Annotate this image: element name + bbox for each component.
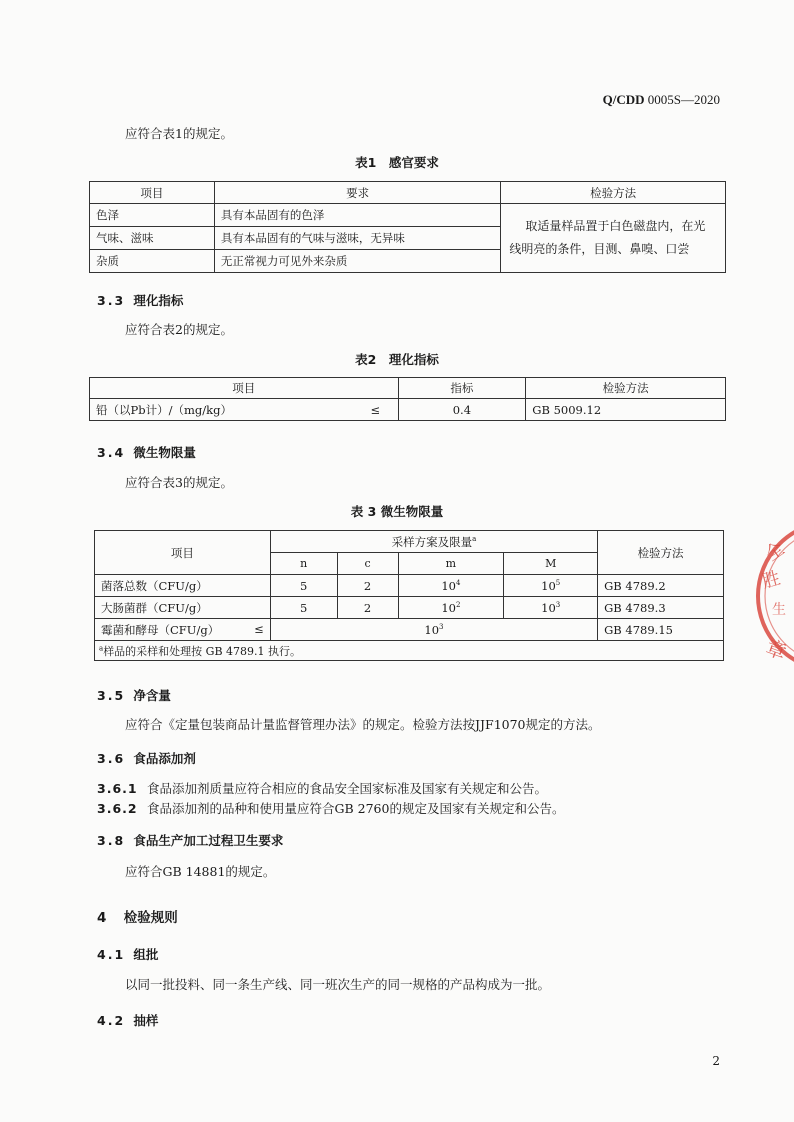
section-number: 3.6.1	[97, 781, 138, 796]
section-number: 3.5	[97, 688, 126, 703]
table3-cell-m: $10^4$	[398, 575, 504, 597]
section-4-heading	[97, 906, 178, 926]
table3-caption: 表 3 微生物限量	[350, 504, 444, 519]
table3-cell-m: $10^2$	[398, 597, 504, 619]
section-3-5-heading	[97, 686, 171, 704]
section-3-4-heading	[97, 443, 196, 461]
table3-cell-item: 大肠菌群（CFU/g）	[95, 597, 271, 619]
table3-cell-item: 霉菌和酵母（CFU/g） ≤	[95, 619, 271, 641]
table1-intro: 应符合表1的规定。	[125, 126, 233, 141]
table2-header-method: 检验方法	[526, 378, 726, 399]
section-3-3-heading	[97, 291, 183, 309]
table3-cell-M: $10^3$	[504, 597, 598, 619]
section-title: 微生物限量	[133, 445, 196, 460]
section-3-6-2	[97, 799, 564, 817]
table2-cell-symbol: ≤	[353, 399, 398, 421]
table3-cell-c: 2	[337, 575, 398, 597]
table3-microbial	[94, 530, 724, 661]
section-3-5-text: 应符合《定量包装商品计量监督管理办法》的规定。检验方法按JJF1070规定的方法。	[125, 717, 601, 732]
table3-cell-n: 5	[270, 597, 337, 619]
section-3-4-text: 应符合表3的规定。	[125, 475, 233, 490]
table3-cell-n: 5	[270, 575, 337, 597]
table3-cell-mold-limit: $10^3$	[270, 619, 597, 641]
standard-code: Q/CDD	[602, 92, 645, 107]
section-title: 抽样	[133, 1013, 159, 1028]
table3-header-item: 项目	[95, 531, 271, 575]
table1-cell-req: 具有本品固有的色泽	[214, 204, 501, 227]
table3-subheader-n: n	[270, 553, 337, 575]
table3-header-plan: 采样方案及限量$^a$	[270, 531, 597, 553]
section-3-6-heading	[97, 749, 196, 767]
table2-cell-value: 0.4	[398, 399, 526, 421]
section-3-6-1	[97, 779, 547, 797]
table3-cell-item: 菌落总数（CFU/g）	[95, 575, 271, 597]
table2-caption: 表2 理化指标	[355, 352, 439, 367]
table-row	[90, 204, 726, 227]
section-3-3-text: 应符合表2的规定。	[125, 322, 233, 337]
table-row	[90, 399, 726, 421]
table2-cell-method: GB 5009.12	[526, 399, 726, 421]
section-number: 3.8	[97, 833, 126, 848]
table-row	[95, 597, 724, 619]
section-text: 食品添加剂的品种和使用量应符合GB 2760的规定及国家有关规定和公告。	[147, 801, 565, 816]
section-title: 组批	[133, 947, 159, 962]
section-title: 检验规则	[123, 910, 178, 926]
table1-method-line2: 线明亮的条件，目测、鼻嗅、口尝	[509, 242, 690, 256]
table1-header-item: 项目	[90, 182, 215, 204]
table1-header-req: 要求	[214, 182, 501, 204]
table3-header-method: 检验方法	[598, 531, 724, 575]
svg-text:章: 章	[762, 635, 790, 665]
table3-cell-method: GB 4789.15	[598, 619, 724, 641]
section-title: 理化指标	[133, 293, 184, 308]
section-title: 净含量	[133, 688, 171, 703]
section-number: 4.1	[97, 947, 126, 962]
section-number: 3.3	[97, 293, 126, 308]
table3-subheader-m: m	[398, 553, 504, 575]
section-3-8-heading	[97, 831, 283, 849]
table1-cell-item: 气味、滋味	[90, 227, 215, 250]
table-row	[95, 619, 724, 641]
section-title: 食品添加剂	[133, 751, 196, 766]
company-seal-stamp	[752, 508, 794, 683]
table3-subheader-c: c	[337, 553, 398, 575]
table2-header-item: 项目	[90, 378, 399, 399]
table3-cell-method: GB 4789.3	[598, 597, 724, 619]
svg-text:生: 生	[772, 602, 786, 618]
section-title: 食品生产加工过程卫生要求	[133, 833, 284, 848]
section-4-1-heading	[97, 945, 158, 963]
table1-cell-req: 具有本品固有的气味与滋味，无异味	[214, 227, 501, 250]
section-text: 食品添加剂质量应符合相应的食品安全国家标准及国家有关规定和公告。	[147, 781, 548, 796]
section-number: 4.2	[97, 1013, 126, 1028]
table1-header-method: 检验方法	[501, 182, 726, 204]
table1-cell-req: 无正常视力可见外来杂质	[214, 250, 501, 273]
table-row	[95, 575, 724, 597]
table1-cell-item: 杂质	[90, 250, 215, 273]
section-4-1-text: 以同一批投料、同一条生产线、同一班次生产的同一规格的产品构成为一批。	[125, 977, 551, 992]
table3-footnote: $^a$样品的采样和处理按 GB 4789.1 执行。	[95, 641, 724, 661]
section-number: 3.6.2	[97, 801, 138, 816]
section-number: 3.6	[97, 751, 126, 766]
table2-header-limit: 指标	[398, 378, 526, 399]
section-number: 3.4	[97, 445, 126, 460]
table3-cell-M: $10^5$	[504, 575, 598, 597]
page-number: 2	[712, 1054, 720, 1068]
table1-sensory	[89, 181, 726, 273]
standard-number: 0005S—2020	[647, 92, 720, 107]
section-4-2-heading	[97, 1011, 158, 1029]
table1-method-line1: 取适量样品置于白色磁盘内，在光	[525, 219, 706, 233]
svg-text:胜: 胜	[759, 567, 783, 593]
table3-cell-method: GB 4789.2	[598, 575, 724, 597]
section-3-8-text: 应符合GB 14881的规定。	[125, 864, 276, 879]
section-number: 4	[97, 910, 107, 926]
table3-cell-c: 2	[337, 597, 398, 619]
table1-caption: 表1 感官要求	[355, 155, 439, 170]
table3-subheader-M: M	[504, 553, 598, 575]
table2-cell-item: 铅（以Pb计）/（mg/kg）	[90, 399, 354, 421]
table2-physchem	[89, 377, 726, 421]
table1-cell-item: 色泽	[90, 204, 215, 227]
standard-code-header	[603, 92, 720, 108]
table1-cell-method	[501, 204, 726, 273]
svg-text:全: 全	[761, 538, 789, 566]
